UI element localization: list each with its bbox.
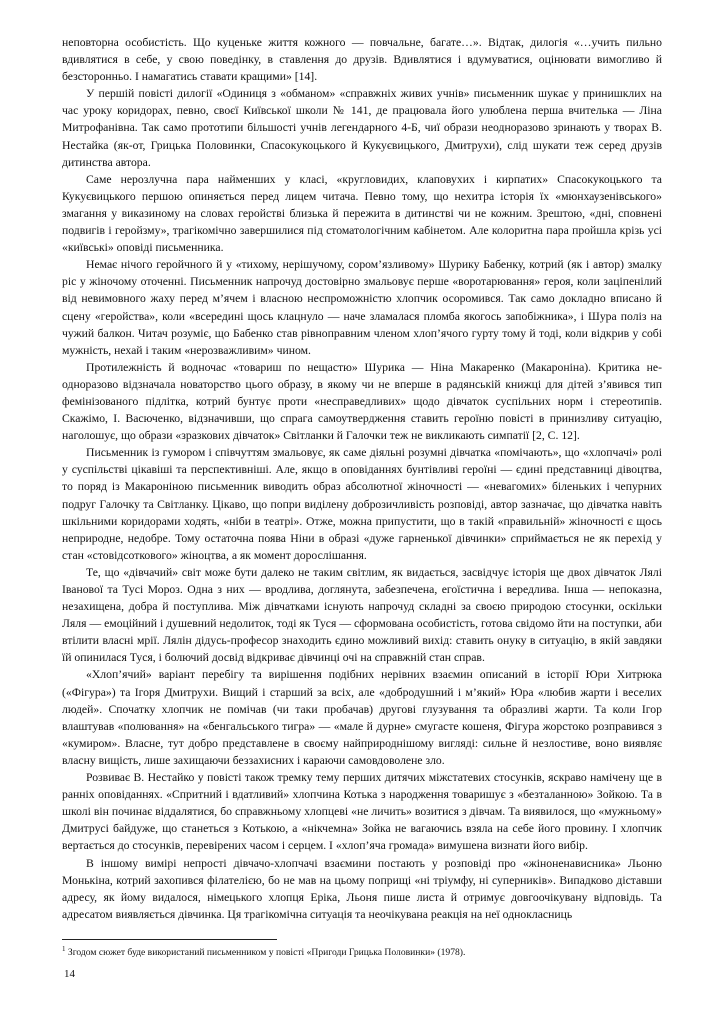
paragraph-5: Протилежність й водночас «товариш по нещастю» Шурика — Ніна Макаренко (Макароніна). Критика неодноразово відзначала новаторство цього образу, в якому чи не вперше в радянській книжці для дітей з’явився тип фемінізованого підлітка, котрий бунтує проти «несправедливих» щодо дівчаток суспільних норм і стереотипів. Скажімо, І. Васюченко, відзначивши, що спрага самоутвердження ставить героїню повісті в принизливу ситуацію, наголошує, що образи «зразкових дівчаток» Світланки й Галочки теж не викликають симпатії [2, С. 12]. [62,360,662,443]
footnote [62,946,662,959]
footnote-marker: 1 [62,944,66,953]
paragraph-7: Те, що «дівчачий» світ може бути далеко не таким світлим, як видається, засвідчує історія ще двох дівчаток Лялі Іванової та Тусі Мороз. Одна з них — вродлива, доглянута, забезпечена, егоїстична і вередлива. Інша — непоказна, незахищена, добра й поступлива. Між дівчатками існують напрочуд складні за своєю природою стосунки, оскільки Ляля — емоційний і душевний недолиток, тоді як Туся — сформована особистість, готова свідомо йти на поступки, аби втілити власні мрії. Лялін дідусь-професор знаходить єдино можливий вихід: ставить онуку в ситуацію, в якій завдяки їй опинилася Туся, і болючий досвід відкриває дівчинці очі на справжній стан справ. [62,565,662,665]
paragraph-9: Розвиває В. Нестайко у повісті також тремку тему перших дитячих міжстатевих стосунків, яскраво намічену ще в ранніх оповіданнях. «Спритний і вдатливий» хлопчина Котька з народження товаришує з «безталанною» Зойкою. Та в школі він починає віддалятися, бо справжньому хлопцеві «не личить» возитися з дівчам. Та виявилося, що «мужньому» Дмитрусі байдуже, що станеться з Котькою, а «нікчемна» Зойка не вагаючись взяла на себе його провину. І хлопчик вертається до стосунків, перевірених часом і серцем. І «хлоп’яча громада» вимушена визнати його вибір. [62,771,662,853]
footnote-text: Згодом сюжет буде використаний письменником у повісті «Пригоди Грицька Половинки» (1978). [67,947,466,958]
page-body [62,34,662,923]
page-number: 14 [64,968,75,980]
paragraph-3: Саме нерозлучна пара найменших у класі, «кругловидих, клаповухих і кирпатих» Спасокукоцького та Кукуєвицького першою опиняється перед лицем читача. Певно тому, що нехитра історія їх «мюнхаузенівського» змагання у виказиному на словах геройстві близька й пережита в дитинстві чи не кожним. Зрештою, «дні, сповнені подвигів і геройзму», трагікомічно завершилися під стоматологічним кабінетом. Але колоритна пара пройшла крізь усі «київські» оповіді письменника. [62,172,662,255]
paragraph-1: неповторна особистість. Що куценьке життя кожного — повчальне, багате…». Відтак, дилогія «…учить пильно вдивлятися в себе, у свою поведінку, в ставлення до друзів. Вдивлятися і вдумуватися, оцінювати вимогливо й безсторонньо. І намагатись ставати кращими» [14]. [62,36,662,84]
paragraph-8: «Хлоп’ячий» варіант перебігу та вирішення подібних нерівних взаємин описаний в історії Юри Хитрюка («Фігура») та Ігоря Дмитрухи. Вищий і старший за всіх, але «добродушний і м’який» Юра «любив жарти і веселих людей». Спочатку хлопчик не помічав (чи таки пробачав) другові глузування та образливі жарти. Та коли Ігор влаштував «полювання» на «бенгальського тигра» — «мале й дурне» смугасте кошеня, Фігура жорстоко розправився з «кумиром». Власне, тут добро представлене в своєму найприроднішому вигляді: сильне й незлостиве, воно виявляє власну вищість, лише захищаючи беззахисних і караючи самовдоволене зло. [62,668,662,767]
paragraph-10: В іншому вимірі непрості дівчачо-хлопчачі взаємини постають у розповіді про «жіноненависника» Льоню Монькіна, котрий захопився філателією, бо не мав на цьому поприщі «ні тріумфу, ні суперників». Випадково діставши адресу, як йому видалося, німецького хлопця Еріка, Льоня пише листа й отримує довгоочікувану відповідь. Та адресатом виявляється дівчинка. Ця трагікомічна ситуація та неочікувана реакція на неї однокласниць [62,856,662,921]
paragraph-4: Немає нічого геройчного й у «тихому, нерішучому, сором’язливому» Шурику Бабенку, котрий (як і автор) змалку ріс у жіночому оточенні. Письменник напрочуд достовірно змальовує перше «воротарювання» героя, коли заціпенілий від невимовного жаху перед м’ячем і власною неспроможністю хлопчик осоромився. Так само докладно вписано й сцену «геройства», коли «всередині щось клацнуло — наче зламалася пломба якогось запобіжника», і Шура поліз на чужий балкон. Читач розуміє, що Бабенко став рівноправним членом хлоп’ячого гурту тому й тоді, коли відкрив у собі мужність, нехай і таким «нерозважливим» чином. [62,258,662,357]
paragraph-2: У першій повісті дилогії «Одиниця з «обманом» «справжніх живих учнів» письменник шукає у принишклих на час уроку коридорах, певно, своєї Київської школи № 141, де працювала його улюблена перша вчителька — Ліна Митрофанівна. Так само прототипи більшості учнів легендарного 4-Б, чиї образи неодноразово зринають у творах В. Нестайка (як-от, Грицька Половинки, Спасокукоцького й Кукуєвицького, Дмитрухи), слід шукати теж серед друзів дитинства автора. [62,87,662,169]
paragraph-6: Письменник із гумором і співчуттям змальовує, як саме діяльні розумні дівчатка «помічають», що «хлопчачі» ролі у суспільстві цікавіші та перспективніші. Але, якщо в оповіданнях бунтівливі героїні — єдині представниці дівоцтва, то поряд із Макароніною письменник виводить образ абсолютної жіночності — «невагомих» біленьких і чепурних подруг Галочку та Світланку. Цікаво, що попри виділену доброзичливість розповіді, автор зазначає, що дівчатка навіть шкільними коридорами ходять, «ніби в театрі». Отже, можна припустити, що в такій «правильній» жіночності є щось неприродне, недобре. Тому остаточна поява Ніни в образі «дуже гарненької дівчинки» сприймається не як перехід у стан «стовідсоткового» жіноцтва, а як момент дорослішання. [62,446,662,562]
footnote-divider [62,939,277,940]
